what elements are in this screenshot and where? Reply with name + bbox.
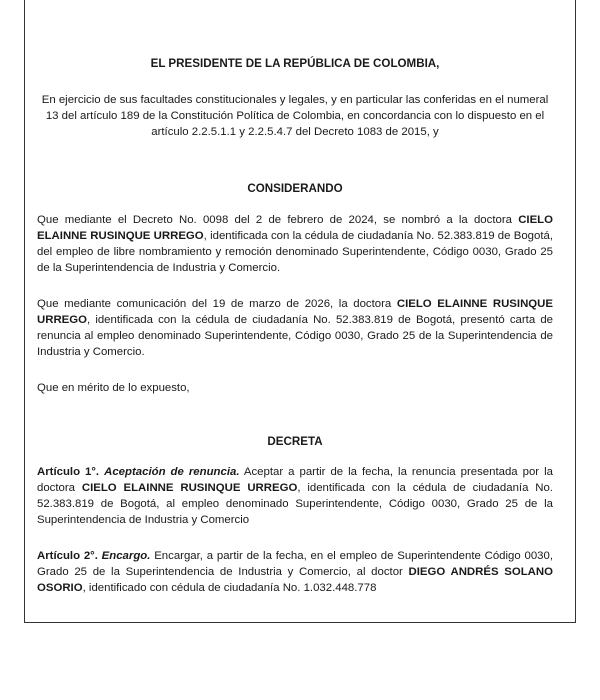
article-2-subtitle: Encargo. [101,550,151,562]
paragraph-2-text-end: , identificada con la cédula de ciudadanía No. 52.383.819 de Bogotá, presentó carta de renuncia al empleo denominado Superintendente, Código 0030, Grado 25 de la Superintendencia de Industria y Comercio. [37,314,553,358]
paragraph-2-text: Que mediante comunicación del 19 de marzo de 2026, la doctora [37,298,397,310]
article-2 [37,548,553,596]
article-2-text-end: , identificado con cédula de ciudadanía No. 1.032.448.778 [82,582,377,594]
paragraph-1-text: Que mediante el Decreto No. 0098 del 2 de febrero de 2024, se nombró a la doctora [37,214,519,226]
article-1-text-end: , identificada con la cédula de ciudadanía No. 52.383.819 de Bogotá, al empleo denominado Superintendente, Código 0030, Grado 25 de la Superintendencia de Industria y Comercio [37,482,553,526]
article-1-name: CIELO ELAINNE RUSINQUE URREGO [81,482,298,494]
considerando-paragraph-3: Que en mérito de lo expuesto, [37,382,190,394]
paragraph-1-name: CIELO ELAINNE RUSINQUE URREGO [37,214,553,242]
article-1-text: Aceptar a partir de la fecha, la renuncia presentada por la doctora [37,466,553,494]
considerando-heading: CONSIDERANDO [247,182,343,195]
article-1 [37,464,553,528]
preamble: En ejercicio de sus facultades constitucionales y legales, y en particular las conferidas en el numeral 13 del artículo 189 de la Constitución Política de Colombia, en concordancia con lo dispuesto en el artículo 2.2.5.1.1 y 2.2.5.4.7 del Decreto 1083 de 2015, y [41,94,549,138]
considerando-paragraph-1 [37,212,553,276]
decreta-heading: DECRETA [267,435,323,448]
considerando-paragraph-2 [37,296,553,360]
article-1-subtitle: Aceptación de renuncia. [104,466,240,478]
article-2-label: Artículo 2°. [37,550,98,562]
paragraph-1-text-end: , identificada con la cédula de ciudadanía No. 52.383.819 de Bogotá, del empleo de libre nombramiento y remoción denominado Superintendente, Código 0030, Grado 25 de la Superintendencia de Industria y Comercio. [37,230,553,274]
article-1-label: Artículo 1°. [37,466,100,478]
article-2-text: Encargar, a partir de la fecha, en el empleo de Superintendente Código 0030, Grado 25 de la Superintendencia de Industria y Comercio, al doctor [37,550,553,578]
document-title: EL PRESIDENTE DE LA REPÚBLICA DE COLOMBIA, [150,57,440,70]
paragraph-2-name: CIELO ELAINNE RUSINQUE URREGO [37,298,553,326]
article-2-name: DIEGO ANDRÉS SOLANO OSORIO [37,566,553,594]
